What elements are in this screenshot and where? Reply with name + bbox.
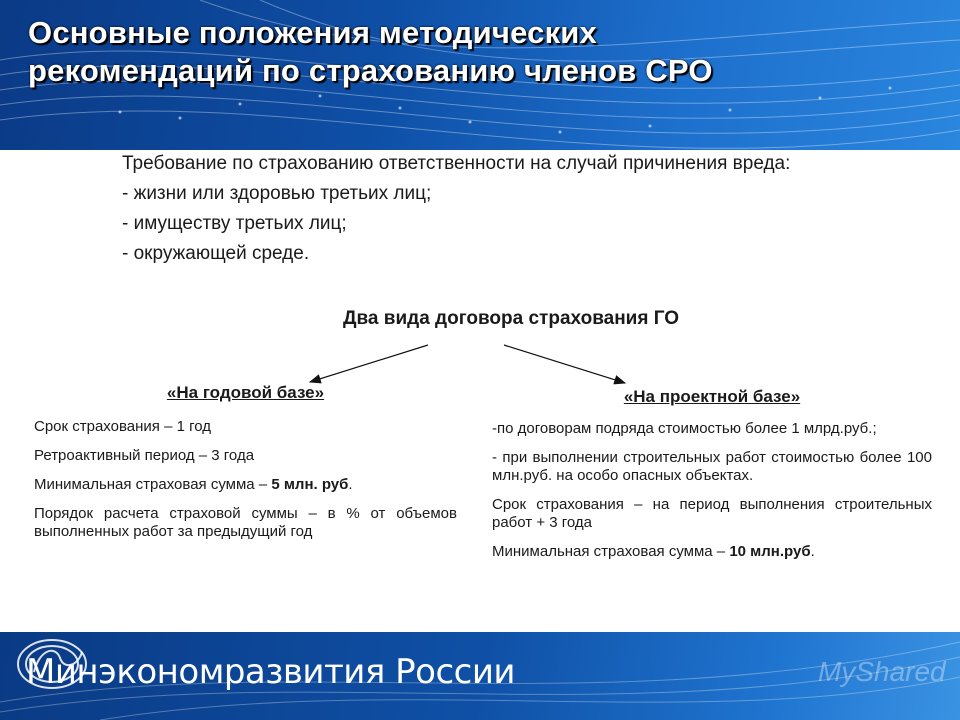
arrow-left — [310, 345, 428, 382]
intro-item-1: - жизни или здоровью третьих лиц; — [122, 183, 432, 204]
intro-item-3: - окружающей среде. — [122, 243, 310, 264]
emblem-logo-icon — [0, 632, 110, 696]
project-min-sum-suffix: . — [810, 543, 815, 560]
annual-calc-rule: Порядок расчета страховой суммы – в % от объемов выполненных работ за предыдущий год — [34, 505, 457, 540]
annual-basis-column — [34, 384, 457, 552]
section-subtitle: Два вида договора страхования ГО — [342, 308, 680, 329]
project-min-sum-value: 10 млн.руб — [729, 543, 811, 560]
project-basis-heading: «На проектной базе» — [623, 387, 801, 406]
annual-min-sum-value: 5 млн. руб — [271, 476, 349, 493]
ministry-brand: Минэкономразвития России — [26, 652, 516, 692]
watermark-text: MyShared — [818, 656, 946, 687]
annual-min-sum — [34, 476, 457, 494]
annual-min-sum-suffix: . — [348, 476, 353, 493]
project-item-1: -по договорам подряда стоимостью более 1 млрд.руб.; — [492, 420, 877, 437]
arrow-right — [504, 345, 625, 383]
annual-term: Срок страхования – 1 год — [34, 418, 211, 435]
annual-basis-heading: «На годовой базе» — [166, 383, 325, 402]
project-term: Срок страхования – на период выполнения строительных работ + 3 года — [492, 496, 932, 531]
annual-retro-period: Ретроактивный период – 3 года — [34, 447, 255, 464]
project-basis-column — [492, 388, 932, 572]
intro-paragraph: Требование по страхованию ответственности на случай причинения вреда: — [122, 153, 791, 174]
title-line-1: Основные положения методических — [28, 15, 597, 50]
intro-item-2: - имуществу третьих лиц; — [122, 213, 347, 234]
project-item-2: - при выполнении строительных работ стоимостью более 100 млн.руб. на особо опасных объектах. — [492, 449, 932, 484]
footer-band — [0, 632, 960, 720]
annual-min-sum-label: Минимальная страховая сумма – — [34, 476, 272, 493]
project-min-sum-label: Минимальная страховая сумма – — [492, 543, 730, 560]
project-min-sum — [492, 543, 932, 561]
title-line-2: рекомендаций по страхованию членов СРО — [28, 53, 713, 88]
